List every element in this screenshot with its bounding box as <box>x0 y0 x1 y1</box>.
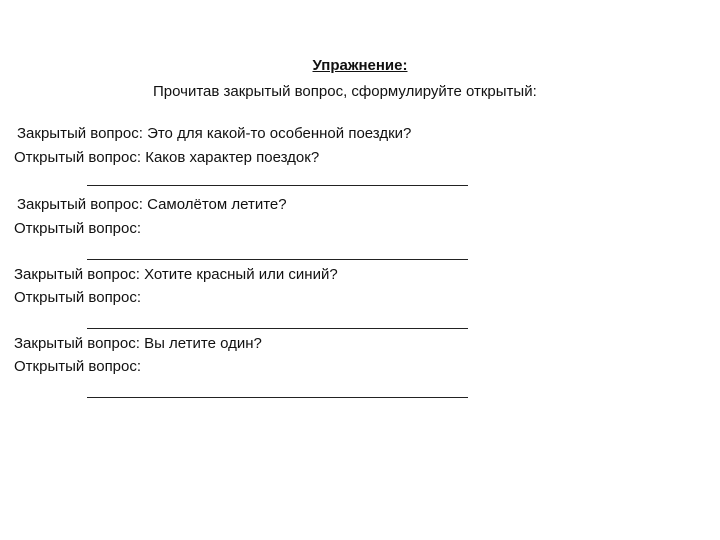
closed-question-2: Закрытый вопрос: Самолётом летите? <box>17 196 287 213</box>
closed-question-4: Закрытый вопрос: Вы летите один? <box>14 335 262 352</box>
exercise-instruction: Прочитав закрытый вопрос, сформулируйте открытый: <box>153 83 537 100</box>
answer-line-4[interactable] <box>87 397 468 398</box>
closed-question-1: Закрытый вопрос: Это для какой-то особенной поездки? <box>17 125 412 142</box>
answer-line-2[interactable] <box>87 259 468 260</box>
answer-line-1[interactable] <box>87 185 468 186</box>
closed-question-3: Закрытый вопрос: Хотите красный или синий? <box>14 266 338 283</box>
open-question-1: Открытый вопрос: Каков характер поездок? <box>14 149 320 166</box>
exercise-title: Упражнение: <box>312 57 408 74</box>
open-question-3: Открытый вопрос: <box>14 289 142 306</box>
open-question-2: Открытый вопрос: <box>14 220 142 237</box>
answer-line-3[interactable] <box>87 328 468 329</box>
open-question-4: Открытый вопрос: <box>14 358 142 375</box>
